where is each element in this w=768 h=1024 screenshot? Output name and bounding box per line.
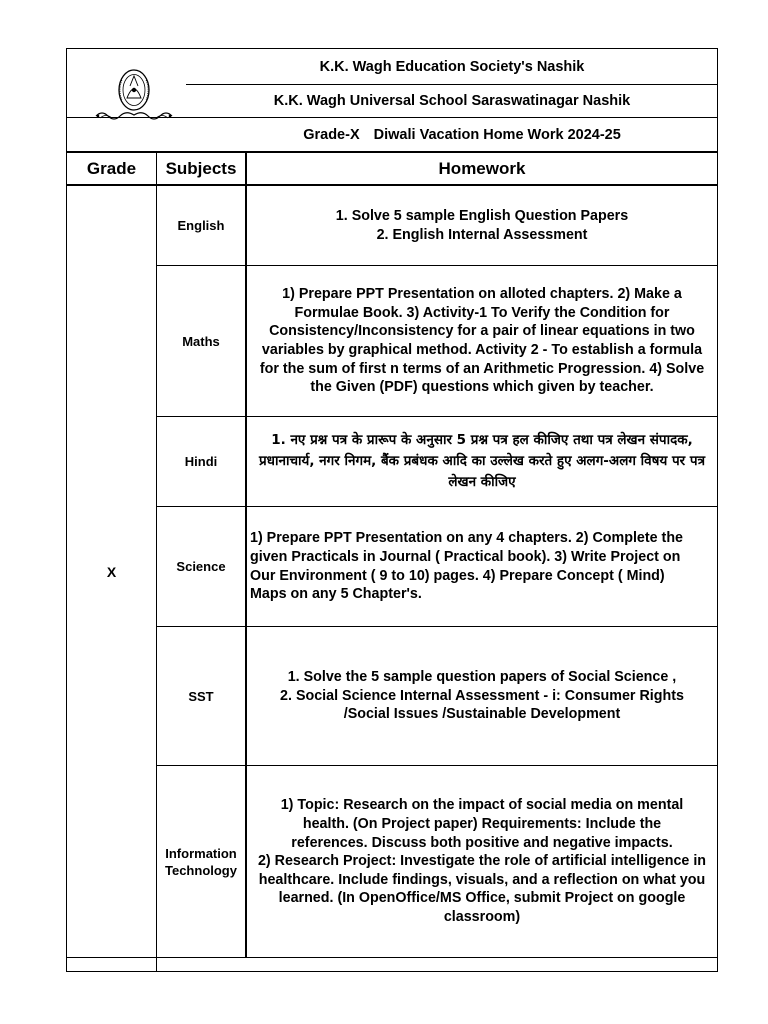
homework-sst	[247, 627, 717, 765]
homework-information-technology	[247, 766, 717, 957]
column-header-homework: Homework	[438, 158, 526, 178]
homework-sst-line-1: 1. Solve the 5 sample question papers of Social Science ,	[287, 669, 677, 686]
homework-it-item-1: 1) Topic: Research on the impact of social media on mental health. (On Project paper) Requirements: Include the references. Discuss both positive and negative impacts.	[280, 797, 684, 851]
column-header-grade: Grade	[86, 158, 137, 178]
homework-sst-line-2: 2. Social Science Internal Assessment - i: Consumer Rights /Social Issues /Sustainable Development	[280, 687, 684, 723]
title-row	[67, 118, 717, 151]
subject-hindi: Hindi	[184, 454, 218, 469]
homework-maths: 1) Prepare PPT Presentation on alloted chapters. 2) Make a Formulae Book. 3) Activity-1 To Verify the Condition for Consistency/Inconsistency for a pair of linear equations in two variables by graphical method. Activity 2 - To establish a formula for the sum of first n terms of an Arithmetic Progression. 4) Solve the Given (PDF) questions which given by teacher.	[259, 286, 705, 396]
grade-label: Grade-X	[303, 126, 360, 143]
subject-science: Science	[176, 559, 226, 574]
border-bottom	[66, 971, 718, 972]
school-logo-icon	[94, 66, 174, 124]
column-header-subjects: Subjects	[165, 158, 237, 178]
grade-value: X	[106, 563, 117, 580]
subject-maths: Maths	[182, 333, 220, 349]
society-name: K.K. Wagh Education Society's Nashik	[319, 58, 585, 75]
homework-english-line-2: 2. English Internal Assessment	[376, 226, 588, 243]
homework-title: Diwali Vacation Home Work 2024-25	[373, 126, 621, 143]
homework-hindi: 1. नए प्रश्न पत्र के प्रारूप के अनुसार 5 प्रश्न पत्र हल कीजिए तथा पत्र लेखन संपादक, प्रधानाचार्य, नगर निगम, बैंक प्रबंधक आदि का उल्लेख करते हुए अलग-अलग विषय पर पत्र लेखन कीजिए	[258, 432, 706, 490]
row-divider-6	[66, 957, 718, 958]
subject-english: English	[177, 218, 225, 233]
homework-science: 1) Prepare PPT Presentation on any 4 chapters. 2) Complete the given Practicals in Journal ( Practical book). 3) Write Project on Our Environment ( 9 to 10) pages. 4) Prepare Concept ( Mind) Maps on any 5 Chapter's.	[250, 530, 684, 603]
homework-english-line-1: 1. Solve 5 sample English Question Papers	[335, 207, 629, 224]
subject-sst: SST	[188, 688, 214, 704]
homework-english	[247, 186, 717, 265]
subject-information-technology: Information Technology	[165, 845, 237, 878]
school-name: K.K. Wagh Universal School Saraswatinagar Nashik	[273, 93, 631, 109]
homework-it-item-2: 2) Research Project: Investigate the role of artificial intelligence in healthcare. Include findings, visuals, and a reflection on what you learned. (In OpenOffice/MS Office, submit Project on google classroom)	[257, 853, 707, 925]
border-right	[717, 48, 718, 972]
